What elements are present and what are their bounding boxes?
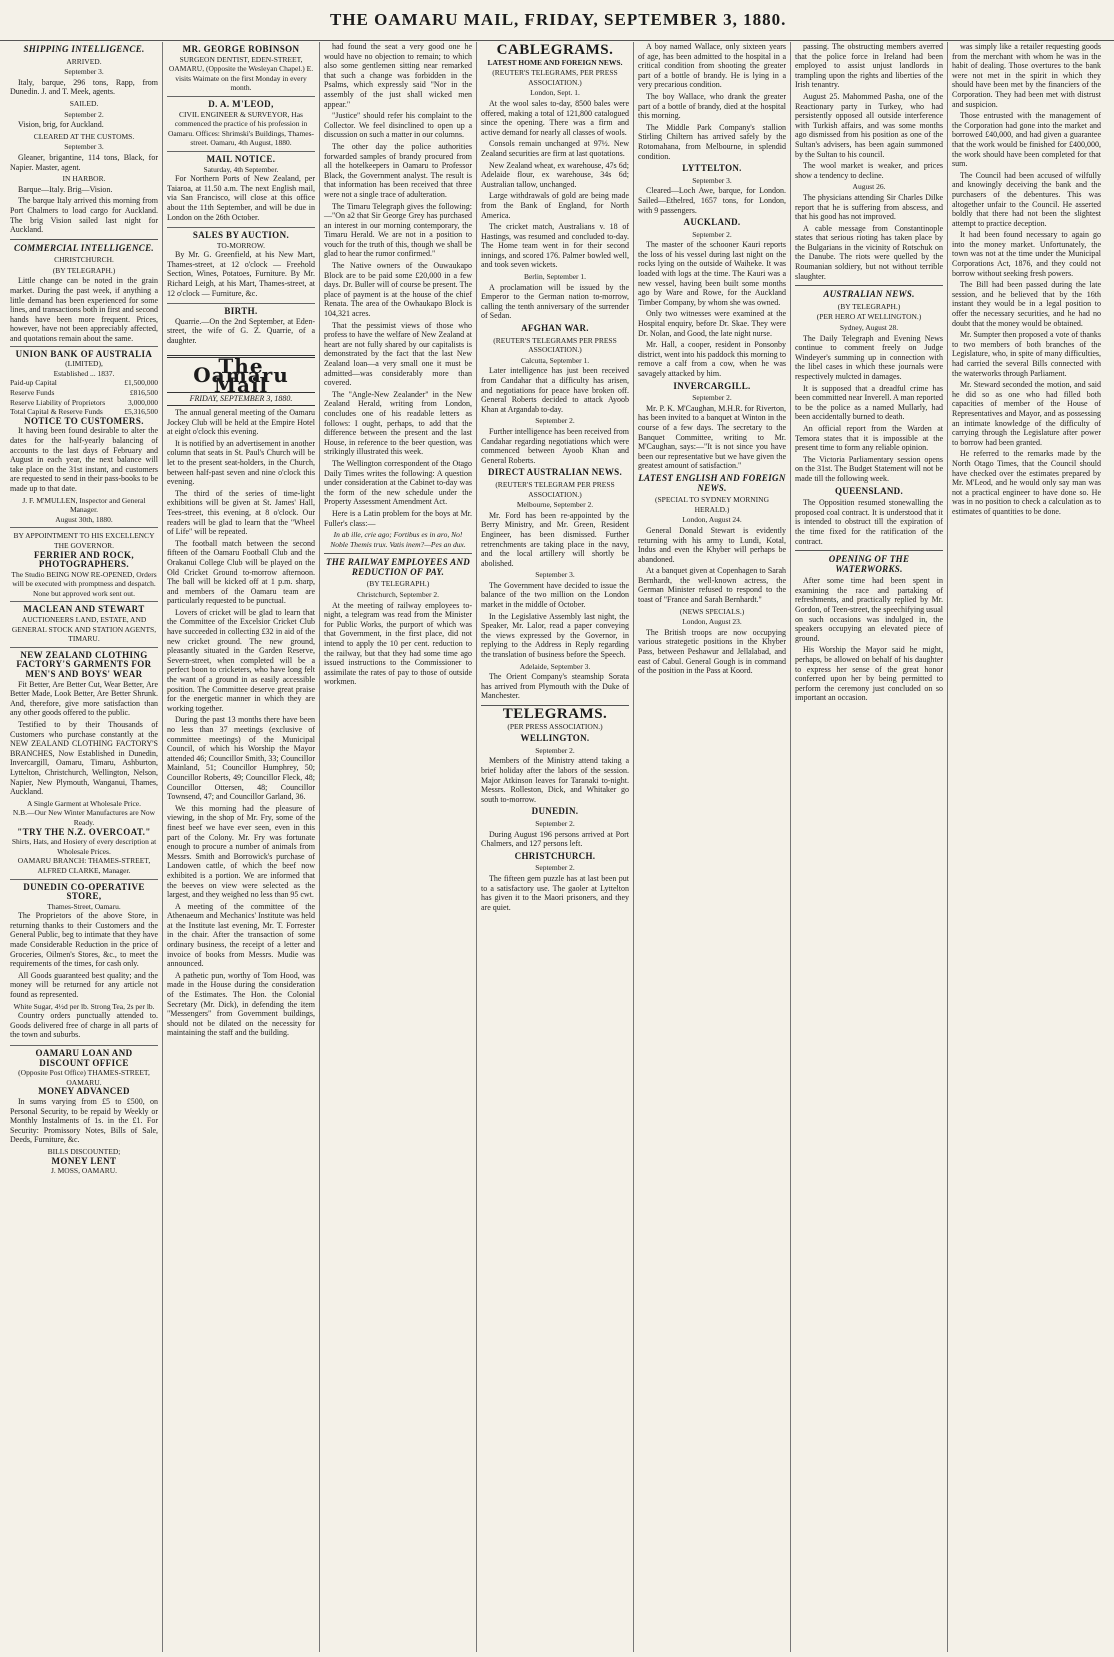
appointment-line: BY APPOINTMENT TO HIS EXCELLENCY THE GOVERNOR.: [13, 531, 155, 550]
news-sub: (NEWS SPECIALS.): [679, 606, 745, 616]
article-paragraph: The Council had been accused of wilfully and knowingly deceiving the bank and the purchasers of the debentures. This was altogether unfair to the Council. He asserted boldly that there had not been the slightest attempt to practice deception.: [952, 170, 1101, 228]
waterworks-heading: OPENING OF THE WATERWORKS.: [828, 554, 910, 574]
article-paragraph: The Middle Park Company's stallion Stirling Chiltern has arrived safely by the Rotomahana, from Melbourne, in splendid condition.: [638, 122, 786, 161]
article-paragraph: The Bill had been passed during the late session, and he believed that by the 16th instant they would be in a legal position to offer the necessary securities, and he had no doubt that the money would be obtained.: [952, 280, 1101, 328]
arrived-heading: ARRIVED.: [66, 56, 102, 66]
adelaide-place: Adelaide, September 3.: [519, 661, 591, 671]
clothing-name: NEW ZEALAND CLOTHING FACTORY'S GARMENTS FOR MEN'S AND BOYS' WEAR: [16, 649, 152, 680]
article-paragraph: A boy named Wallace, only sixteen years of age, has been admitted to the hospital in a critical condition from shooting the greater part of a bottle of brandy. He is lying in a very precarious condition.: [638, 42, 786, 90]
article-paragraph: Here is a Latin problem for the boys at Mr. Fuller's class:—: [324, 508, 472, 528]
news-place: London, August 23.: [682, 617, 742, 627]
wellington-date: September 2.: [535, 745, 575, 755]
afghan-sub: (REUTER'S TELEGRAMS PER PRESS ASSOCIATION.): [493, 335, 617, 355]
engineer-advert: [167, 96, 315, 151]
auctioneers-advert: [10, 601, 158, 646]
article-paragraph: In the Legislative Assembly last night, the Speaker, Mr. Lalor, read a paper conveying the views expressed by the Governor, in replying to the Address in Reply regarding the translation of business before the Speech.: [481, 611, 629, 660]
dunedin-date: September 2.: [535, 818, 575, 828]
loan-money: MONEY ADVANCED: [38, 1086, 130, 1097]
invercargill-date: September 2.: [692, 393, 732, 403]
railway-sub: (BY TELEGRAPH.): [366, 579, 430, 589]
article-paragraph: A pathetic pun, worthy of Tom Hood, was made in the House during the consideration of the Estimates. The Hon. the Colonial Secretary (Mr. Dick), in defending the item "Messengers" from Government buildings, should not be dilated on the necessity for maintaining the staff and the building.: [167, 970, 315, 1038]
direct-heading: DIRECT AUSTRALIAN NEWS.: [487, 467, 623, 478]
article-paragraph: We this morning had the pleasure of viewing, in the shop of Mr. Fry, some of the finest beef we have ever seen, even in this part of the Colony. Mr. Fry was fortunate enough to procure a number of animals from Messrs. Smith and Borrowick's purchase of Landowen cattle, of which the beef now exhibited is a portion. We are informed that the beeves on view were selected as the largest, and they weighed no less than 95 cwt.: [167, 803, 315, 900]
harbor-note: The barque Italy arrived this morning from Port Chalmers to load cargo for Auckland. The brig Vision sailed last night for Auckland.: [10, 196, 158, 235]
notice-signature: J. F. M'MULLEN, Inspector and General Manager.: [22, 495, 146, 515]
loan-addr: J. MOSS, OAMARU.: [50, 1166, 118, 1176]
loan-advert: [10, 1045, 158, 1179]
arrived-text: Italy, barque, 296 tons, Rapp, from Dunedin. J. and T. Meek, agents.: [10, 77, 158, 97]
australian-place: Sydney, August 28.: [839, 323, 899, 333]
table-cell: Reserve Liability of Proprietors: [10, 397, 106, 407]
commercial-text: Little change can be noted in the grain market. During the past week, if anything a little demand has been experienced for some lines, and transactions both in first and second hands have been more frequent. Prices, however, have not been appreciably affected, and quotations remain about the same.: [10, 276, 158, 344]
article-paragraph: August 25. Mahommed Pasha, one of the Reactionary party in Turkey, who had persistently opposed all outside interference with Turkish affairs, and was some months ago dismissed from his position as one of the Sultan's advisers, has been again summoned by the Sultan to his council.: [795, 91, 943, 159]
column-1: [6, 42, 163, 1652]
coop-sub: Thames-Street, Oamaru.: [47, 901, 121, 911]
table-row: [10, 388, 158, 398]
dentist-text: SURGEON DENTIST, EDEN-STREET, OAMARU, (Opposite the Wesleyan Chapel.) E. visits Waimate on the first Monday in every month.: [168, 54, 314, 93]
telegrams-heading: TELEGRAMS.: [502, 706, 608, 722]
clothing-branch: OAMARU BRANCH: THAMES-STREET, ALFRED CLARKE, Manager.: [17, 856, 151, 875]
article-paragraph: The boy Wallace, who drank the greater part of a bottle of brandy, died at the hospital this morning.: [638, 91, 786, 121]
column-2: [163, 42, 320, 1652]
divider: [795, 285, 943, 286]
article-paragraph: His Worship the Mayor said he might, perhaps, be allowed on behalf of his daughter to express her sense of the great honor conferred upon her by being permitted to perform the ceremony just concluded on so important an occasion.: [795, 645, 943, 703]
ferrier-name: FERRIER AND ROCK, PHOTOGRAPHERS.: [33, 549, 135, 570]
australian-heading: AUSTRALIAN NEWS.: [823, 289, 915, 300]
article-paragraph: The Orient Company's steamship Sorata has arrived from Plymouth with the Duke of Manchester.: [481, 672, 629, 701]
engineer-name: D. A. M'LEOD,: [208, 98, 274, 109]
birth-heading: BIRTH.: [224, 306, 258, 317]
australian-sub-2: (PER HERO AT WELLINGTON.): [816, 312, 922, 322]
column-3: [320, 42, 477, 1652]
mail-notice: [167, 151, 315, 227]
cleared-heading: CLEARED AT THE CUSTOMS.: [33, 131, 135, 141]
article-paragraph: During the past 13 months there have been no less than 37 meetings (exclusive of committee meetings) of the Municipal Council, of which his Worship the Mayor attended 46; Councillor Smith, 33; Councillor Mainland, 51; Councillor Humphrey, 50; Councillor Roberts, 49; Councillor Fleck, 48; Councillor Ottersen, 48; Councillor Townsend, 47; and Councillor Garland, 36.: [167, 715, 315, 802]
sales-sub: TO-MORROW.: [216, 240, 266, 250]
article-paragraph: Those entrusted with the management of the Corporation had gone into the market and borrowed £40,000, and had given a guarantee that the work would be finished for £400,000, the work should have been completed for that sum.: [952, 111, 1101, 169]
christchurch-heading: CHRISTCHURCH.: [514, 850, 596, 861]
column-5: [634, 42, 791, 1652]
article-paragraph: Lovers of cricket will be glad to learn that the Committee of the Excelsior Cricket Club have succeeded in collecting £32 in aid of the new cricket ground. The new ground, pleasantly situated in the Garden Reserve, Severn-street, when completed will be a perfect boon to cricketers, who have long felt the want of a ground in as easily accessible position. The Committee deserve great praise for the energetic manner in which they are working together.: [167, 607, 315, 713]
table-row: [10, 398, 158, 408]
article-paragraph: Consols remain unchanged at 97½. New Zealand securities are firm at last quotations.: [481, 139, 629, 158]
coop-tail: Country orders punctually attended to. Goods delivered free of charge in all parts of the town and suburbs.: [10, 1011, 158, 1040]
clothing-nb: N.B.—Our New Winter Manufactures are Now Ready.: [12, 808, 156, 827]
dateline: August 26.: [852, 182, 886, 192]
article-paragraph: Mr. Steward seconded the motion, and said he did so as one who had filled both capacities of member of the House of Representatives and Mayor, and as possessing an intimate knowledge of the difficulty of carrying through the Legislature after power to borrow had been granted.: [952, 380, 1101, 447]
railway-text: At the meeting of railway employees to-night, a telegram was read from the Minister for Public Works, the purport of which was that Government, in the first place, did not intend to apply the 10 per cent. reduction to the railway, but that they had some time ago issued instructions to the Commissioner to assimilate the rates of pay to those of outside workmen.: [324, 600, 472, 687]
divider: [795, 550, 943, 551]
lyttelton-heading: LYTTELTON.: [682, 163, 742, 174]
direct-place-2: September 3.: [535, 570, 575, 580]
railway-place: Christchurch, September 2.: [356, 590, 440, 600]
christchurch-date: September 2.: [535, 863, 575, 873]
article-paragraph: It is supposed that a dreadful crime has been committed near Inverell. A man reported to be the police as a named Mullarly, had been accidentally burned to death.: [795, 383, 943, 422]
sailed-date: September 2.: [64, 109, 104, 119]
table-cell: £816,500: [129, 388, 158, 397]
afghan-place-2: September 2.: [535, 416, 575, 426]
clothing-text-2: Testified to by their Thousands of Customers who purchase constantly at the NEW ZEALAND CLOTHING FACTORY'S BRANCHES, Now Established in Dunedin, Invercargill, Oamaru, Timaru, Ashburton, Lyttelton, Christchurch, Wellington, Nelson, Napier, New Plymouth, Wanganui, Thames, Auckland.: [10, 720, 158, 797]
article-paragraph: The Daily Telegraph and Evening News continue to comment freely on Judge Windeyer's summing up in connection with the libel cases in which these journals were respectively mulcted in damages.: [795, 333, 943, 381]
loan-text: In sums varying from £5 to £500, on Personal Security, to be repaid by Weekly or Monthly Instalments of 1s. in the £1. For Security: Promissory Notes, Bills of Sale, Deeds, Furniture, &c.: [10, 1096, 158, 1145]
australian-sub: (BY TELEGRAPH.): [837, 301, 901, 311]
clothing-text: Fit Better, Are Better Cut, Wear Better, Are Better Made, Look Better, Are Better Shrunk. And, therefore, give more satisfaction than any other goods offered to the public.: [10, 679, 158, 718]
latest-heading: LATEST ENGLISH AND FOREIGN NEWS.: [638, 472, 786, 493]
article-paragraph: Mr. P. K. M'Caughan, M.H.R. for Riverton, has been invited to a banquet at Winton in the course of a few days. The secretary to the Banquet Committee, writing to Mr. M'Caughan, says:—"It is not since you have been our representative but we have given the greatest amount of satisfaction.": [638, 403, 786, 471]
maclean-name: MACLEAN AND STEWART: [23, 604, 145, 615]
cablegrams-sub-2: (REUTER'S TELEGRAMS, PER PRESS ASSOCIATION.): [492, 68, 618, 87]
column-6: [791, 42, 948, 1652]
article-paragraph: The Native owners of the Ouwaukapo Block are to be paid some £20,000 in a few days. Dr. Buller will of course be present. The place of payment is at the house of the chief Renata. The area of the Owhaukapo Block is 104,321 acres.: [324, 261, 472, 319]
article-paragraph: The "Angle-New Zealander" in the New Zealand Herald, writing from London, concludes one of his readable letters as follows: I ought, perhaps, to add that the difference between the present and the last House, in reference to the beer question, was strikingly illustrated this week.: [324, 389, 472, 457]
article-paragraph: It had been found necessary to again go into the money market. Unfortunately, the town was not at the time under the Municipal Corporations Act, 1876, and they could not borrow without seeking fresh powers.: [952, 230, 1101, 278]
commercial-place: CHRISTCHURCH.: [54, 255, 114, 265]
cleared-text: Gleaner, brigantine, 114 tons, Black, for Napier. Master, agent.: [10, 152, 158, 172]
masthead: [0, 0, 1114, 41]
article-paragraph: "Justice" should refer his complaint to the Collector. We feel disinclined to open up a discussion on such a matter in our columns.: [324, 111, 472, 140]
article-paragraph: Mr. Hall, a cooper, resident in Ponsonby district, went into his paddock this morning to remove a calf from a cow, when he was savagely attacked by him.: [638, 340, 786, 378]
article-paragraph: Cleared—Loch Awe, barque, for London. Sailed—Ethelred, 1657 tons, for London, with 9 passengers.: [638, 186, 786, 215]
direct-place: Melbourne, September 2.: [516, 500, 594, 510]
auckland-heading: AUCKLAND.: [683, 217, 741, 228]
article-paragraph: had found the seat a very good one he would have no objection to remain; to which also some gentlemen sitting near remarked that such a change was forbidden in the Psalms, which expressly said "Nor in the assembly of the just shall wicked men appear.": [324, 42, 472, 109]
mail-date: Saturday, 4th September.: [203, 164, 279, 174]
sailed-heading: SAILED.: [69, 98, 99, 108]
notice-date: August 30th, 1880.: [55, 514, 113, 524]
coop-text-2: All Goods guaranteed best quality; and the money will be returned for any article not found as represented.: [10, 970, 158, 1000]
column-7: [948, 42, 1105, 1652]
berlin-place: Berlin, September 1.: [523, 272, 587, 282]
harbor-heading: IN HARBOR.: [62, 174, 106, 184]
birth-text: Quarrie.—On the 2nd September, at Eden-street, the wife of G. Z. Quarrie, of a daughter.: [167, 316, 315, 346]
shipping-heading: SHIPPING INTELLIGENCE.: [23, 44, 145, 54]
direct-sub: (REUTER'S TELEGRAM PER PRESS ASSOCIATION.): [495, 479, 615, 499]
article-paragraph: Mr. Ford has been re-appointed by the Berry Ministry, and Mr. Green, Resident Engineer, has been dismissed. Further retrenchments are taking place in the navy, and the local artillery will shortly be abolished.: [481, 510, 629, 568]
bank-advert: [10, 346, 158, 528]
article-paragraph: The Victoria Parliamentary session opens on the 31st. The Budget Statement will not be made till the following week.: [795, 454, 943, 483]
wellington-heading: WELLINGTON.: [520, 733, 590, 744]
article-paragraph: Members of the Ministry attend taking a brief holiday after the labors of the session. Major Atkinson leaves for Taranaki to-night. Messrs. Rolleston, Dick, and Whitaker go south to-morrow.: [481, 756, 629, 804]
afghan-heading: AFGHAN WAR.: [521, 323, 589, 334]
article-paragraph: The physicians attending Sir Charles Dilke report that he is suffering from abscess, and that his good has not improved.: [795, 192, 943, 222]
coop-text: The Proprietors of the above Store, in returning thanks to their Customers and the General Public, beg to intimate that they have made Considerable Reduction in the price of Groceries, Oilmen's Stores, &c., to meet the requirements of the times, for cash only.: [10, 911, 158, 969]
article-paragraph: At the wool sales to-day, 8500 bales were offered, making a total of 121,800 catalogued since the opening. There was a firm and active demand for nearly all classes of wools.: [481, 98, 629, 137]
commercial-heading: COMMERCIAL INTELLIGENCE.: [14, 242, 154, 253]
masthead-title: THE OAMARU MAIL, FRIDAY, SEPTEMBER 3, 1880.: [330, 10, 787, 29]
loan-sub: (Opposite Post Office) THAMES-STREET, OAMARU.: [18, 1068, 150, 1087]
dentist-advert: [167, 42, 315, 96]
article-paragraph: The third of the series of time-light exhibitions will be given at St. James' Hall, Tees-street, this evening, at 8 o'clock. Our readers will be glad to learn that the "Wheel of Life" will be repeated.: [167, 488, 315, 537]
bank-table: [10, 378, 158, 416]
lyttelton-date: September 3.: [692, 175, 732, 185]
dunedin-heading: DUNEDIN.: [531, 806, 579, 817]
article-paragraph: The master of the schooner Kauri reports the loss of his vessel during last night on the rocks lying on the outside of Waiheke. It was loaded with logs at the time. The Kauri was a new vessel, having been built some months ago by Ware and Rowe, for the Auckland Timber Company, by whom she was owned.: [638, 240, 786, 307]
article-paragraph: was simply like a retailer requesting goods from the merchant with whom he was in the habit of dealing. Those overtures to the bank were not met in the spirit in which they should have been met by the financiers of the Corporation. They had been met with distrust and suspicion.: [952, 42, 1101, 109]
clothing-sale: A Single Garment at Wholesale Price.: [27, 798, 141, 808]
article-paragraph: The football match between the second fifteen of the Oamaru Football Club and the Orakanui College Club will be played on the Old Cricket Ground to-morrow afternoon. The ball will be kicked off at 1 p.m. sharp, and members of the Oamaru team are particularly requested to be punctual.: [167, 538, 315, 606]
telegrams-sub: (PER PRESS ASSOCIATION.): [507, 721, 603, 731]
article-paragraph: A meeting of the committee of the Athenaeum and Mechanics' Institute was held at the Institute last evening, Mr. T. Forrester in the chair. After the transaction of some ordinary business, the receipt of a letter and invoice of books from Messrs. Mudie was announced.: [167, 901, 315, 969]
table-cell: £5,316,500: [124, 407, 158, 417]
columns: [6, 42, 1108, 1652]
cleared-date: September 3.: [64, 142, 104, 152]
article-paragraph: The Opposition resumed stonewalling the proposed coal contract. It is understood that it is intended to obstruct till the expiration of the time fixed for the ratification of the contract.: [795, 498, 943, 546]
harbor-text: Barque—Italy. Brig—Vision.: [18, 184, 113, 194]
article-paragraph: A proclamation will be issued by the Emperor to the German nation to-morrow, calling the tenth anniversary of the surrender of Sedan.: [481, 282, 629, 321]
article-paragraph: The Timaru Telegraph gives the following:—"On a2 that Sir George Grey has purchased an interest in our morning contemporary, the Timaru Herald. We are not in a position to vouch for the truth of this, though we shall be glad to hear the rumor confirmed.": [324, 201, 472, 259]
queensland-heading: QUEENSLAND.: [834, 485, 904, 496]
article-paragraph: The other day the police authorities forwarded samples of brandy procured from all the hotelkeepers in Oamaru to Professor Black, the Government analyst. The result is that information has been received that three were not a single trace of adulteration.: [324, 141, 472, 199]
maclean-text: AUCTIONEERS LAND, ESTATE, AND GENERAL STOCK AND STATION AGENTS, TIMARU.: [11, 615, 157, 644]
table-row: [10, 378, 158, 388]
auckland-date: September 2.: [692, 229, 732, 239]
engineer-text: CIVIL ENGINEER & SURVEYOR, Has commenced the practice of his profession in Oamaru. Offices: Shrimski's Buildings, Thames-street. Oamaru, 4th August, 1880.: [167, 109, 315, 148]
article-paragraph: The wool market is weaker, and prices show a tendency to decline.: [795, 161, 943, 180]
article-paragraph: Large withdrawals of gold are being made from the Bank of England, for North America.: [481, 191, 629, 220]
loan-name: OAMARU LOAN AND DISCOUNT OFFICE: [35, 1048, 133, 1068]
article-paragraph: The fifteen gem puzzle has at last been put to a satisfactory use. The gaoler at Lyttelton has given it to the Maori prisoners, and they are quiet.: [481, 873, 629, 912]
table-cell: 3,000,000: [128, 397, 158, 407]
article-paragraph: At a banquet given at Copenhagen to Sarah Bernhardt, the well-known actress, the German Minister refused to respond to the toast of "France and Sarah Bernhardt.": [638, 566, 786, 605]
article-paragraph: The annual general meeting of the Oamaru Jockey Club will be held at the Empire Hotel at eight o'clock this evening.: [167, 408, 315, 437]
railway-heading: THE RAILWAY EMPLOYEES AND REDUCTION OF PAY.: [325, 557, 471, 577]
bank-established: Established ... 1837.: [53, 368, 115, 378]
article-paragraph: New Zealand wheat, ex warehouse, 47s 6d; Adelaide flour, ex warehouse, 34s 6d; Australian tallow, unchanged.: [481, 160, 629, 189]
commercial-sub: (BY TELEGRAPH.): [52, 265, 116, 275]
article-paragraph: A cable message from Constantinople states that serious rioting has taken place by the Bulgarians in the vicinity of Rotschuk on the Danube. The riots were quelled by the Roumanian soldiery, but not without terrible slaughter.: [795, 223, 943, 281]
article-paragraph: That the pessimist views of those who profess to have the welfare of New Zealand at heart are not fully shared by our capitalists is demonstrated by the fact that the last New Zealand loan—a very small one it must be admitted—was considerably more than covered.: [324, 320, 472, 388]
article-paragraph: Mr. Sumpter then proposed a vote of thanks to two members of both branches of the Legislature, who, in spite of many difficulties, had carried the several Bills connected with the waterworks through Parliament.: [952, 330, 1101, 378]
table-cell: £1,500,000: [124, 378, 158, 388]
bank-sub: (LIMITED),: [65, 359, 103, 369]
mail-text: For Northern Ports of New Zealand, per Taiaroa, at 11.50 a.m. The next English mail, via San Francisco, will close at this office about the 11th September, and will be due in London on the 26th October.: [167, 174, 315, 222]
paper-date: FRIDAY, SEPTEMBER 3, 1880.: [167, 392, 315, 406]
article-paragraph: It is notified by an advertisement in another column that seats in St. Paul's Church will be let to the present seat-holders, in the Church, between half-past seven and nine o'clock this evening.: [167, 438, 315, 487]
afghan-place: Calcutta, September 1.: [520, 355, 590, 365]
column-4: [477, 42, 634, 1652]
dentist-name: MR. GEORGE ROBINSON: [182, 44, 300, 54]
article-paragraph: During August 196 persons arrived at Port Chalmers, and 127 persons left.: [481, 829, 629, 849]
table-cell: Total Capital & Reserve Funds: [10, 407, 103, 417]
sales-text: By Mr. G. Greenfield, at his New Mart, Thames-street, at 12 o'clock — Freehold Section, Wines, Potatoes, Furniture. By Mr. Richard Leigh, at his Mart, Thames-street, at 12 o'clock — Furniture, &c.: [167, 250, 315, 298]
cablegrams-place: London, Sept. 1.: [530, 88, 580, 98]
mail-heading: MAIL NOTICE.: [206, 153, 276, 164]
article-paragraph: Further intelligence has been received from Candahar regarding negotiations which were commenced between Ayoob Khan and General Roberts.: [481, 426, 629, 465]
bank-name: UNION BANK OF AUSTRALIA: [15, 348, 153, 359]
table-cell: Paid-up Capital: [10, 378, 57, 388]
article-paragraph: The Government have decided to issue the balance of the two million on the London market in the middle of October.: [481, 580, 629, 610]
article-paragraph: General Donald Stewart is evidently returning with his army to Lundi, Kotal, Indus and even the Khyber will perhaps be abandoned.: [638, 525, 786, 564]
clothing-advert: [10, 647, 158, 879]
invercargill-heading: INVERCARGILL.: [673, 380, 751, 391]
article-paragraph: He referred to the remarks made by the North Otago Times, that the Council should have checked over the estimates prepared by Mr. M'Leod, and he would only say man was not a practical engineer to have done so. He was in no position to check a calculation as to estimates of quantities to be done.: [952, 449, 1101, 516]
article-paragraph: An official report from the Warden at Temora states that it is impossible at the present time to form any reliable opinion.: [795, 423, 943, 453]
photographers-advert: [10, 527, 158, 601]
article-paragraph: Later intelligence has just been received from Candahar that a difficulty has arisen, and negotiations for peace have broken off. General Roberts decided to attack Ayoob Khan at Argandab to-day.: [481, 366, 629, 414]
article-paragraph: The cricket match, Australians v. 18 of Hastings, was resumed and concluded to-day. The Home team went in for their second innings, and scored 176. Palmer bowled well, and took seven wickets.: [481, 222, 629, 270]
article-paragraph: The Wellington correspondent of the Otago Daily Times writes the following: A question under consideration at the Cabinet to-day was the form of the new schedule under the Property Assessment Amendment Act.: [324, 458, 472, 507]
loan-money-2: MONEY LENT: [51, 1155, 117, 1166]
article-paragraph: passing. The obstructing members averred that the police force in Ireland had been employed to assist unjust landlords in trampling upon the rights and liberties of the Irish tenantry.: [795, 42, 943, 90]
table-cell: Reserve Funds: [10, 388, 55, 397]
sailed-text: Vision, brig, for Auckland.: [18, 120, 104, 130]
latin-verse: In ab ille, crie ago; Fortibus es in aro, No! Noble Themis trux. Vatis inem?—Pes an dux.: [330, 530, 466, 549]
loan-bills: BILLS DISCOUNTED;: [47, 1146, 121, 1156]
article-paragraph: Only two witnesses were examined at the Hospital enquiry, before Dr. Skae. They were Dr. Nolan, and Good, the late night nurse.: [638, 309, 786, 338]
clothing-shirts: Shirts, Hats, and Hosiery of every description at Wholesale Prices.: [11, 837, 157, 856]
notice-text: It having been found desirable to alter the dates for the half-yearly balancing of accounts to the last days of February and August in each year, the next balance will take place on the 31st instant, and customers are requested to send in their pass-books to be made up to that date.: [10, 426, 158, 493]
paper-title: The Oamaru Mail: [193, 353, 289, 397]
article-paragraph: After some time had been spent in examining the race and partaking of refreshments, and practically replied by Mr. Gordon, of Teen-street, the speechifying usual on such occasions was indulged in, the speakers occupying an elevated piece of ground.: [795, 576, 943, 643]
cablegrams-heading: CABLEGRAMS.: [496, 42, 614, 58]
cablegrams-sub: LATEST HOME AND FOREIGN NEWS.: [487, 57, 623, 67]
sales-heading: SALES BY AUCTION.: [192, 230, 290, 241]
notice-heading: NOTICE TO CUSTOMERS.: [24, 415, 144, 426]
divider: [10, 239, 158, 240]
coop-name: DUNEDIN CO-OPERATIVE STORE,: [23, 881, 145, 902]
divider: [324, 553, 472, 554]
ferrier-text: The Studio BEING NOW RE-OPENED, Orders will be executed with promptness and despatch. None but approved work sent out.: [11, 569, 157, 598]
latest-place: London, August 24.: [682, 515, 742, 525]
coop-sugar: White Sugar, 4½d per lb. Strong Tea, 2s per lb.: [13, 1001, 155, 1011]
arrived-date: September 3.: [64, 67, 104, 77]
latest-sub: (SPECIAL TO SYDNEY MORNING HERALD.): [655, 495, 769, 514]
birth-notice: [167, 303, 315, 350]
sales-notice: [167, 227, 315, 303]
article-paragraph: The British troops are now occupying various strategetic positions in the Khyber Pass, between Peshawur and Jellalabad, and east of Cabul. General Gough is in command of the position in the Pass at Koord.: [638, 627, 786, 676]
coop-advert: [10, 879, 158, 1046]
clothing-try: "TRY THE N.Z. OVERCOAT.": [17, 826, 151, 837]
